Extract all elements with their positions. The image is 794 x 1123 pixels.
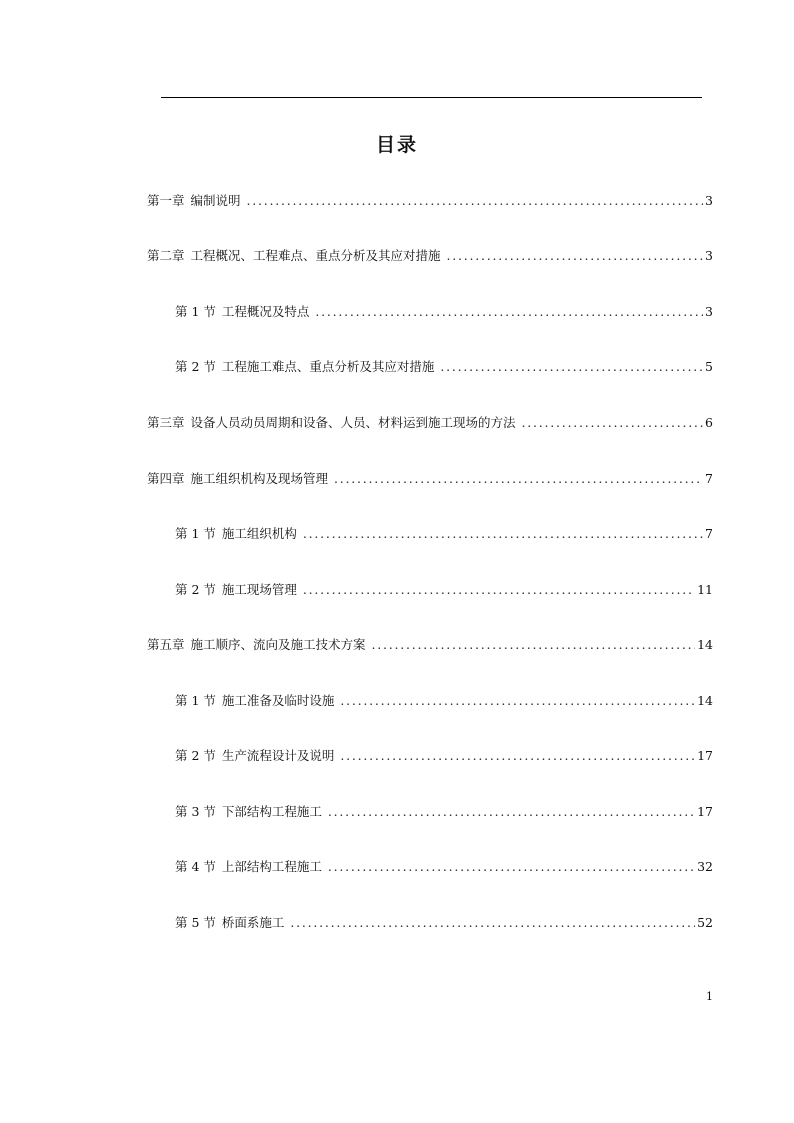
toc-entry-label: 第一章	[147, 193, 185, 208]
toc-entry-label: 第二章	[147, 248, 185, 263]
toc-entry-title: 设备人员动员周期和设备、人员、材料运到施工现场的方法	[190, 415, 516, 430]
toc-entry-title: 工程概况及特点	[221, 304, 310, 319]
toc-entry[interactable]	[175, 746, 713, 766]
dot-leader	[315, 302, 703, 322]
header-rule	[161, 97, 702, 98]
toc-entry-label: 第 2 节	[175, 582, 216, 597]
toc-entry-title: 下部结构工程施工	[221, 804, 322, 819]
toc-entry-title: 施工现场管理	[221, 582, 297, 597]
toc-entry[interactable]	[175, 524, 713, 544]
page-number: 1	[706, 990, 713, 1003]
toc-entry-page: 3	[705, 304, 713, 319]
toc-entry-page: 11	[697, 582, 713, 597]
toc-entry-title: 施工顺序、流向及施工技术方案	[190, 637, 366, 652]
toc-entry-title: 施工组织机构	[221, 526, 297, 541]
toc-entry-page: 3	[705, 248, 713, 263]
toc-entry-title: 编制说明	[190, 193, 241, 208]
toc-entry-title: 桥面系施工	[221, 915, 285, 930]
toc-entry-title: 施工准备及临时设施	[221, 693, 335, 708]
toc-entry-title: 工程概况、工程难点、重点分析及其应对措施	[190, 248, 441, 263]
dot-leader	[522, 413, 704, 433]
toc-entry-label: 第 1 节	[175, 304, 216, 319]
toc-entry-page: 32	[697, 859, 713, 874]
dot-leader	[372, 635, 696, 655]
toc-entry-page: 7	[705, 526, 713, 541]
dot-leader	[247, 191, 704, 211]
toc-entry[interactable]	[147, 469, 713, 489]
dot-leader	[290, 913, 695, 933]
toc-entry-title: 生产流程设计及说明	[221, 748, 335, 763]
toc-entry[interactable]	[175, 857, 713, 877]
dot-leader	[334, 469, 703, 489]
dot-leader	[303, 580, 695, 600]
toc-entry-page: 52	[697, 915, 713, 930]
toc-entry-page: 14	[697, 637, 713, 652]
toc-entry-page: 5	[705, 359, 713, 374]
toc-entry[interactable]	[147, 413, 713, 433]
dot-leader	[340, 691, 695, 711]
toc-entry-label: 第五章	[147, 637, 185, 652]
toc-entry[interactable]	[147, 191, 713, 211]
toc-entry[interactable]	[147, 246, 713, 266]
toc-entry-label: 第 3 节	[175, 804, 216, 819]
toc-entry-label: 第 2 节	[175, 748, 216, 763]
dot-leader	[328, 802, 695, 822]
dot-leader	[447, 246, 704, 266]
toc-entry-page: 3	[705, 193, 713, 208]
toc-entry[interactable]	[175, 691, 713, 711]
toc-entry-label: 第四章	[147, 471, 185, 486]
toc-entry-label: 第 1 节	[175, 693, 216, 708]
toc-entry-page: 7	[705, 471, 713, 486]
page-title: 目录	[375, 134, 418, 156]
toc-entry-page: 14	[697, 693, 713, 708]
toc-entry[interactable]	[175, 913, 713, 933]
toc-entry-label: 第三章	[147, 415, 185, 430]
toc-entry[interactable]	[175, 302, 713, 322]
dot-leader	[303, 524, 703, 544]
toc-entry[interactable]	[175, 357, 713, 377]
toc-entry-page: 17	[697, 748, 713, 763]
dot-leader	[440, 357, 703, 377]
toc-entry-label: 第 2 节	[175, 359, 216, 374]
toc-entry-page: 6	[705, 415, 713, 430]
toc-entry-title: 工程施工难点、重点分析及其应对措施	[221, 359, 435, 374]
toc-entry[interactable]	[147, 635, 713, 655]
toc-entry-label: 第 5 节	[175, 915, 216, 930]
dot-leader	[328, 857, 695, 877]
dot-leader	[340, 746, 695, 766]
toc-entry-title: 上部结构工程施工	[221, 859, 322, 874]
toc-entry-label: 第 4 节	[175, 859, 216, 874]
toc-entry-page: 17	[697, 804, 713, 819]
toc-entry[interactable]	[175, 802, 713, 822]
toc-entry-label: 第 1 节	[175, 526, 216, 541]
toc-entry-title: 施工组织机构及现场管理	[190, 471, 329, 486]
toc-entry[interactable]	[175, 580, 713, 600]
